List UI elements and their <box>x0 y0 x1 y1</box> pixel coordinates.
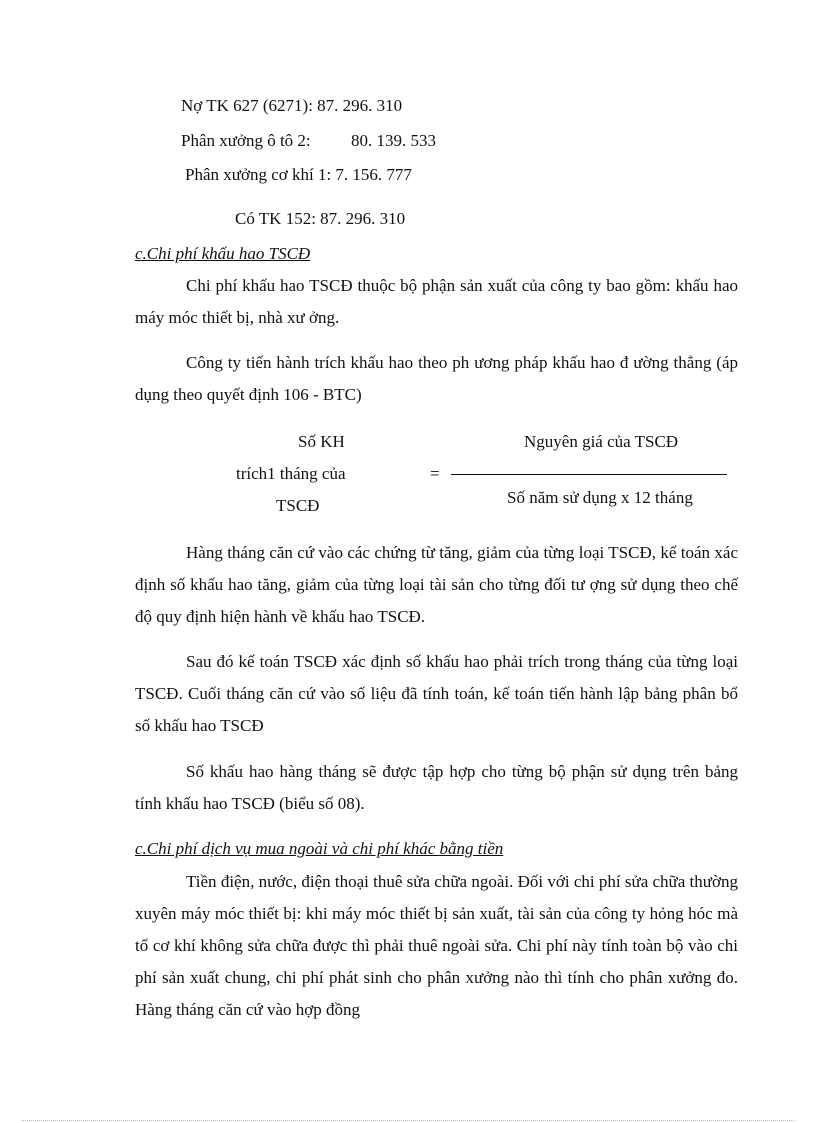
services-para-1: Tiền điện, nước, điện thoại thuê sửa chữa ngoài. Đối với chi phí sửa chữa thường xuyên máy móc thiết bị: khi máy móc thiết bị sản xuất, tài sản của công ty hỏng hóc mà tổ cơ khí không sửa chữa được thì phải thuê ngoài sửa. Chi phí này tính toàn bộ vào chi phí sản xuất chung, chi phí phát sinh cho phân xưởng nào thì tính cho phân xưởng đo. Hàng tháng căn cứ vào hợp đồng <box>135 872 738 1019</box>
section-heading-depreciation: c.Chi phí khấu hao TSCĐ <box>135 244 311 263</box>
credit-entry: Có TK 152: 87. 296. 310 <box>235 209 406 228</box>
section-heading-services: c.Chi phí dịch vụ mua ngoài và chi phí khác bằng tiền <box>135 839 504 858</box>
workshop-2-value: 80. 139. 533 <box>351 131 436 150</box>
workshop-2-label: Phân xưởng ô tô 2: <box>181 131 311 150</box>
workshop-1-entry: Phân xưởng cơ khí 1: 7. 156. 777 <box>185 165 412 184</box>
formula-lhs-line-2: trích1 tháng của <box>236 464 346 483</box>
formula-equals: = <box>430 464 440 483</box>
depreciation-para-5: Số khấu hao hàng tháng sẽ được tập hợp cho từng bộ phận sử dụng trên bảng tính khấu hao TSCĐ (biểu số 08). <box>135 762 738 813</box>
formula-denominator: Số năm sử dụng x 12 tháng <box>507 488 693 507</box>
formula-fraction-bar <box>451 474 727 475</box>
debit-entry: Nợ TK 627 (6271): 87. 296. 310 <box>181 96 403 115</box>
depreciation-para-2: Công ty tiến hành trích khấu hao theo ph ương pháp khấu hao đ ường thẳng (áp dụng theo quyết định 106 - BTC) <box>135 353 738 404</box>
page-bottom-divider <box>22 1120 794 1121</box>
depreciation-para-3: Hàng tháng căn cứ vào các chứng từ tăng, giảm của từng loại TSCĐ, kế toán xác định số khấu hao tăng, giảm của từng loại tài sản cho từng đối tư ợng sử dụng theo chế độ quy định hiện hành về khấu hao TSCĐ. <box>135 543 738 626</box>
formula-numerator: Nguyên giá của TSCĐ <box>524 432 679 451</box>
depreciation-para-1: Chi phí khấu hao TSCĐ thuộc bộ phận sản xuất của công ty bao gồm: khấu hao máy móc thiết bị, nhà xư ởng. <box>135 276 738 327</box>
formula-lhs-line-1: Số KH <box>298 432 345 451</box>
formula-lhs-line-3: TSCĐ <box>276 496 320 515</box>
depreciation-para-4: Sau đó kế toán TSCĐ xác định số khấu hao phải trích trong tháng của từng loại TSCĐ. Cuối tháng căn cứ vào số liệu đã tính toán, kế toán tiến hành lập bảng phân bổ số khấu hao TSCĐ <box>135 652 738 735</box>
